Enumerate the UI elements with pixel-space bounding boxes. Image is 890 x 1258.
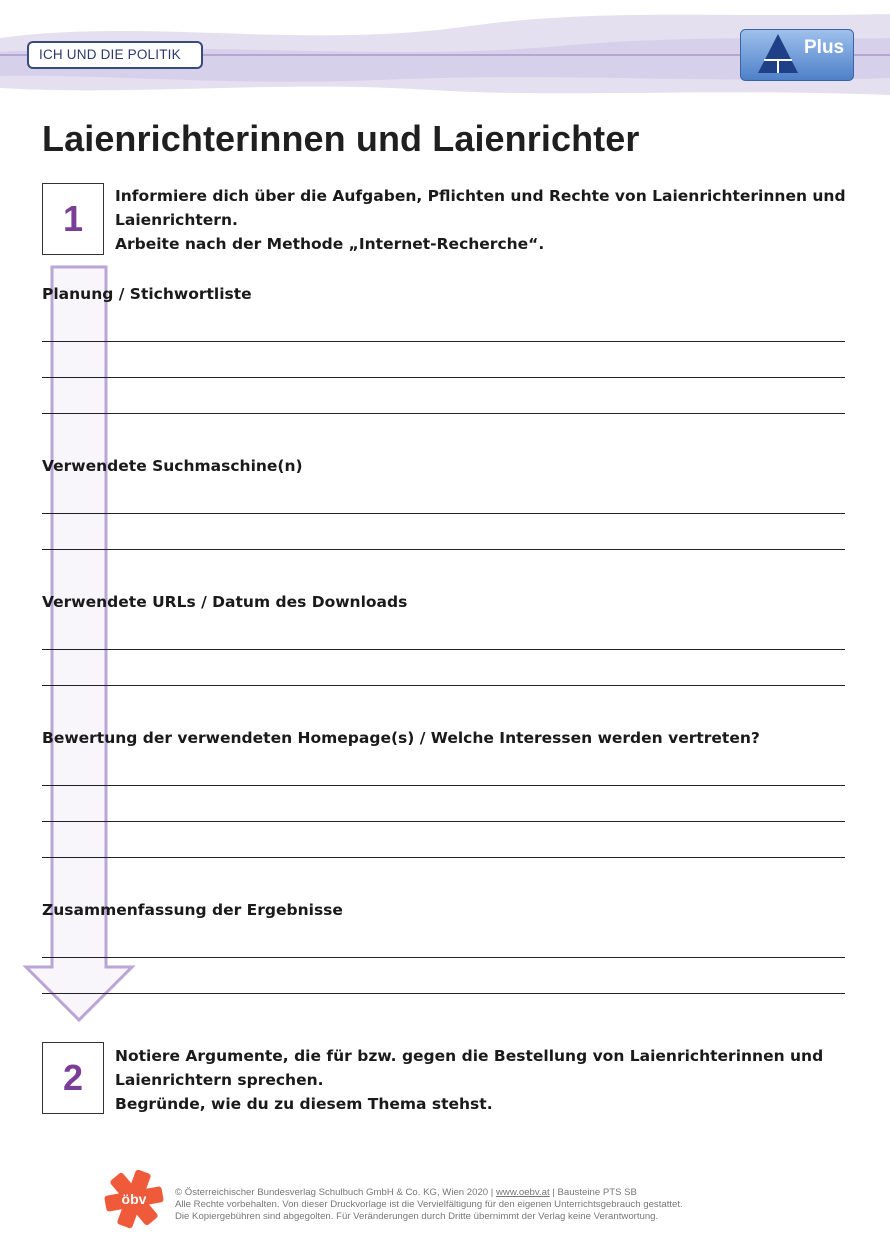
task-1-instructions: Informiere dich über die Aufgaben, Pflichten und Rechte von Laienrichterinnen und Laienrichtern. Arbeite nach der Methode „Internet-Recherche“. bbox=[115, 187, 846, 253]
plus-label: Plus bbox=[804, 37, 845, 58]
oebv-logo-text: öbv bbox=[121, 1191, 147, 1207]
answer-line[interactable] bbox=[42, 413, 845, 414]
section-label-urls: Verwendete URLs / Datum des Downloads bbox=[42, 593, 408, 611]
section-label-bewertung: Bewertung der verwendeten Homepage(s) / Welche Interessen werden vertreten? bbox=[42, 729, 760, 747]
plus-badge bbox=[740, 29, 854, 81]
answer-line[interactable] bbox=[42, 821, 845, 822]
task-number-1: 1 bbox=[42, 183, 104, 255]
oebv-logo bbox=[104, 1168, 164, 1230]
answer-line[interactable] bbox=[42, 513, 845, 514]
section-label-zusammenfassung: Zusammenfassung der Ergebnisse bbox=[42, 901, 343, 919]
footer-copyright: © Österreichischer Bundesverlag Schulbuch GmbH & Co. KG, Wien 2020 | www.oebv.at | Bausteine PTS SB Alle Rechte vorbehalten. Von dieser Druckvorlage ist die Vervielfältigung für den eigenen Unterrichtsgebrauch gestattet. Die Kopiergebühren sind abgegolten. Für Veränderungen durch Dritte übernimmt der Verlag keine Verantwortung. bbox=[175, 1187, 683, 1222]
answer-line[interactable] bbox=[42, 857, 845, 858]
answer-line[interactable] bbox=[42, 377, 845, 378]
chapter-tag: ICH UND DIE POLITIK bbox=[27, 41, 203, 69]
answer-line[interactable] bbox=[42, 993, 845, 994]
task-number-2: 2 bbox=[42, 1042, 104, 1114]
oebv-link[interactable]: www.oebv.at bbox=[495, 1187, 550, 1198]
answer-line[interactable] bbox=[42, 785, 845, 786]
page-title: Laienrichterinnen und Laienrichter bbox=[42, 118, 640, 159]
answer-line[interactable] bbox=[42, 649, 845, 650]
answer-line[interactable] bbox=[42, 685, 845, 686]
section-label-planung: Planung / Stichwortliste bbox=[42, 285, 252, 303]
answer-line[interactable] bbox=[42, 549, 845, 550]
section-label-suchmaschine: Verwendete Suchmaschine(n) bbox=[42, 457, 303, 475]
task-2-instructions: Notiere Argumente, die für bzw. gegen die Bestellung von Laienrichterinnen und Laienrichtern sprechen. Begründe, wie du zu diesem Thema stehst. bbox=[115, 1047, 824, 1113]
answer-line[interactable] bbox=[42, 957, 845, 958]
answer-line[interactable] bbox=[42, 341, 845, 342]
